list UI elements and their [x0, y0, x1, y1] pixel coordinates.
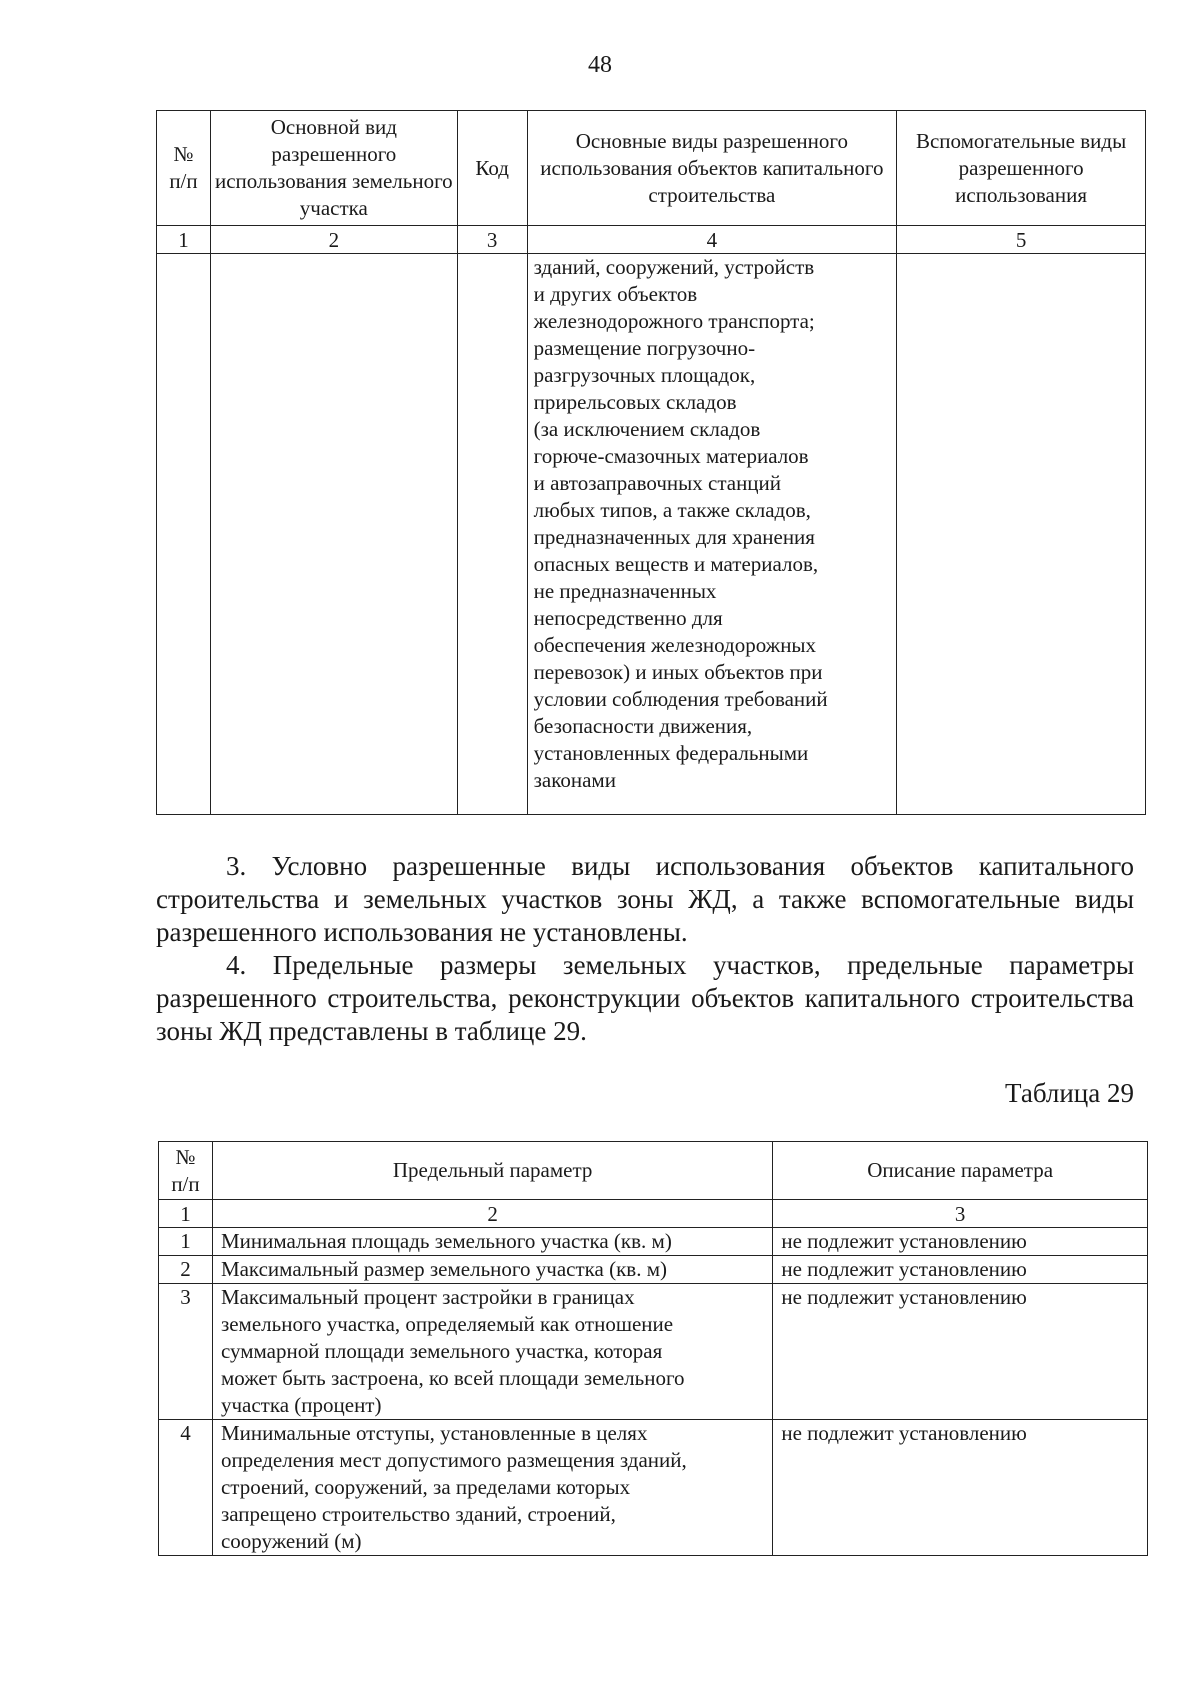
continuation-line: размещение погрузочно-: [533, 336, 756, 360]
table-row: [159, 1420, 1148, 1556]
continuation-line: законами: [533, 768, 616, 792]
paragraph-4: 4. Предельные размеры земельных участков, предельные параметры разрешенного строительства, реконструкции объектов капитального строительства зоны ЖД представлены в таблице 29.: [156, 950, 1134, 1046]
parameter-line: Минимальная площадь земельного участка (кв. м): [220, 1229, 672, 1253]
row-number: 1: [159, 1228, 213, 1256]
table2-colnum: 2: [212, 1200, 772, 1228]
continuation-line: установленных федеральными: [533, 741, 809, 765]
continuation-line: любых типов, а также складов,: [533, 498, 811, 522]
continuation-line: опасных веществ и материалов,: [533, 552, 819, 576]
table1-header-num: [157, 111, 211, 226]
table1-cell-empty: [210, 254, 457, 815]
table2-colnum: 3: [773, 1200, 1148, 1228]
description-cell: не подлежит установлению: [773, 1420, 1148, 1556]
permitted-use-table: [156, 110, 1146, 815]
continuation-line: условии соблюдения требований: [533, 687, 828, 711]
table1-cell-empty: [157, 254, 211, 815]
continuation-line: безопасности движения,: [533, 714, 753, 738]
page-number: 48: [588, 52, 612, 78]
continuation-line: разгрузочных площадок,: [533, 363, 756, 387]
continuation-line: обеспечения железнодорожных: [533, 633, 817, 657]
row-number: 3: [159, 1284, 213, 1420]
parameter-cell: [212, 1284, 772, 1420]
table2-column-numbers-row: [159, 1200, 1148, 1228]
table1-header-main-use: Основной вид разрешенного использования земельного участка: [210, 111, 457, 226]
table1-colnum: 3: [457, 226, 527, 254]
parameter-line: Максимальный размер земельного участка (кв. м): [220, 1257, 667, 1281]
parameter-line: запрещено строительство зданий, строений,: [220, 1502, 616, 1526]
parameter-line: может быть застроена, ко всей площади земельного: [220, 1366, 685, 1390]
table1-column-numbers-row: [157, 226, 1146, 254]
table2-header-num: [159, 1142, 213, 1200]
parameter-cell: [212, 1228, 772, 1256]
table1-cell-empty: [457, 254, 527, 815]
table-row: [159, 1256, 1148, 1284]
row-number: 4: [159, 1420, 213, 1556]
continuation-line: зданий, сооружений, устройств: [533, 255, 815, 279]
table1-colnum: 4: [527, 226, 897, 254]
paragraph-3: 3. Условно разрешенные виды использования объектов капитального строительства и земельных участков зоны ЖД, а также вспомогательные виды разрешенного использования не установлены.: [156, 851, 1134, 947]
continuation-line: горюче-смазочных материалов: [533, 444, 809, 468]
table1-header-main-capital-use: Основные виды разрешенного использования объектов капитального строительства: [527, 111, 897, 226]
table-caption: Таблица 29: [1005, 1078, 1134, 1108]
parameter-cell: [212, 1420, 772, 1556]
table1-header-auxiliary-use: Вспомогательные виды разрешенного использования: [897, 111, 1146, 226]
continuation-line: перевозок) и иных объектов при: [533, 660, 823, 684]
parameter-cell: [212, 1256, 772, 1284]
table2-header-num-text: № п/п: [171, 1144, 200, 1196]
table1-continuation-row: [157, 254, 1146, 815]
table2-header-parameter: Предельный параметр: [212, 1142, 772, 1200]
continuation-line: и других объектов: [533, 282, 698, 306]
continuation-line: железнодорожного транспорта;: [533, 309, 815, 333]
continuation-line: прирельсовых складов: [533, 390, 737, 414]
parameter-line: строений, сооружений, за пределами которых: [220, 1475, 631, 1499]
parameter-line: Минимальные отступы, установленные в целях: [220, 1421, 648, 1445]
table1-continuation-text: [527, 254, 897, 815]
description-cell: не подлежит установлению: [773, 1284, 1148, 1420]
table1-header-num-text: № п/п: [169, 142, 198, 193]
parameter-line: участка (процент): [220, 1393, 382, 1417]
table-row: [159, 1284, 1148, 1420]
table2-header-row: [159, 1142, 1148, 1200]
table1-cell-empty: [897, 254, 1146, 815]
description-cell: не подлежит установлению: [773, 1256, 1148, 1284]
continuation-line: (за исключением складов: [533, 417, 761, 441]
table1-colnum: 2: [210, 226, 457, 254]
table1-colnum: 1: [157, 226, 211, 254]
parameter-line: сооружений (м): [220, 1529, 362, 1553]
description-cell: не подлежит установлению: [773, 1228, 1148, 1256]
parameter-line: Максимальный процент застройки в границах: [220, 1285, 635, 1309]
continuation-line: не предназначенных: [533, 579, 717, 603]
parameter-line: земельного участка, определяемый как отношение: [220, 1312, 674, 1336]
table2-header-description: Описание параметра: [773, 1142, 1148, 1200]
table1-header-code: Код: [457, 111, 527, 226]
continuation-lines: [534, 254, 891, 794]
parameter-line: определения мест допустимого размещения зданий,: [220, 1448, 687, 1472]
continuation-line: предназначенных для хранения: [533, 525, 815, 549]
parameter-line: суммарной площади земельного участка, которая: [220, 1339, 663, 1363]
table1-colnum: 5: [897, 226, 1146, 254]
table-row: [159, 1228, 1148, 1256]
table2-colnum: 1: [159, 1200, 213, 1228]
row-number: 2: [159, 1256, 213, 1284]
continuation-line: и автозаправочных станций: [533, 471, 782, 495]
limit-parameters-table: [158, 1141, 1148, 1556]
table1-header-row: [157, 111, 1146, 226]
continuation-line: непосредственно для: [533, 606, 723, 630]
